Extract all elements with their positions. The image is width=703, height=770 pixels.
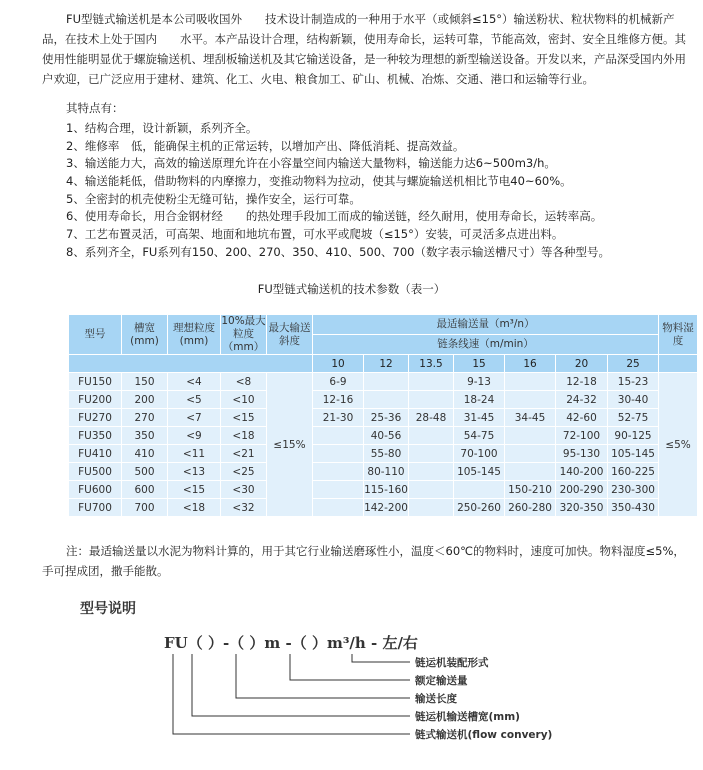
header-model: 型号 — [69, 315, 121, 354]
model-label: 链运机输送槽宽(mm) — [415, 711, 520, 723]
cell-max10: <21 — [221, 445, 266, 462]
cell-width: 500 — [122, 463, 167, 480]
cell-capacity: 150-210 — [505, 481, 555, 498]
model-label: 额定输送量 — [415, 675, 468, 687]
feature-item: 2、维修率 低，能确保主机的正常运转，以增加产出、降低消耗、提高效益。 — [66, 138, 465, 153]
cell-capacity: 350-430 — [608, 499, 658, 516]
table-title: FU型链式输送机的技术参数（表一） — [257, 282, 446, 296]
speed-row-spacer — [659, 355, 697, 372]
feature-item: 1、结构合理，设计新颖，系列齐全。 — [66, 121, 258, 135]
features-heading: 其特点有： — [66, 101, 124, 115]
cell-capacity — [505, 427, 555, 444]
cell-granularity: <11 — [168, 445, 220, 462]
model-label: 链式输送机(flow convery) — [415, 729, 553, 741]
header-max10: 10%最大粒度（mm） — [221, 315, 266, 353]
speed-cell: 12 — [364, 355, 408, 372]
feature-item: 4、输送能耗低，借助物料的内摩擦力，变推动物料为拉动，使其与螺旋输送机相比节电40~60%。 — [66, 174, 572, 189]
table-row — [69, 481, 697, 498]
table-row — [69, 391, 697, 408]
cell-capacity — [505, 463, 555, 480]
cell-capacity: 72-100 — [556, 427, 607, 444]
cell-capacity: 18-24 — [454, 391, 504, 408]
header-capacity: 最适输送量（m³/n） — [313, 315, 658, 334]
header-incline: 最大输送斜度 — [267, 315, 312, 354]
cell-capacity — [409, 499, 453, 516]
cell-model: FU150 — [69, 373, 121, 390]
cell-capacity: 95-130 — [556, 445, 607, 462]
cell-granularity: <4 — [168, 373, 220, 390]
cell-model: FU500 — [69, 463, 121, 480]
header-width: 槽宽(mm) — [122, 315, 167, 354]
cell-capacity — [313, 427, 363, 444]
cell-capacity: 80-110 — [364, 463, 408, 480]
cell-granularity: <9 — [168, 427, 220, 444]
speed-cell: 13.5 — [409, 355, 453, 372]
cell-capacity: 105-145 — [608, 445, 658, 462]
cell-width: 410 — [122, 445, 167, 462]
cell-capacity: 42-60 — [556, 409, 607, 426]
cell-width: 350 — [122, 427, 167, 444]
cell-capacity — [409, 481, 453, 498]
cell-capacity: 250-260 — [454, 499, 504, 516]
feature-item: 7、工艺布置灵活，可高架、地面和地坑布置，可水平或爬坡（≤15°）安装，可灵活多点进出料。 — [66, 227, 564, 242]
cell-capacity: 24-32 — [556, 391, 607, 408]
cell-capacity: 142-200 — [364, 499, 408, 516]
cell-max10: <8 — [221, 373, 266, 390]
cell-capacity — [313, 445, 363, 462]
cell-capacity — [313, 463, 363, 480]
cell-granularity: <18 — [168, 499, 220, 516]
cell-capacity — [313, 499, 363, 516]
cell-capacity — [313, 481, 363, 498]
cell-capacity: 55-80 — [364, 445, 408, 462]
cell-granularity: <7 — [168, 409, 220, 426]
cell-capacity: 12-18 — [556, 373, 607, 390]
cell-max10: <25 — [221, 463, 266, 480]
cell-moisture: ≤5% — [659, 373, 697, 516]
cell-capacity: 9-13 — [454, 373, 504, 390]
cell-capacity — [364, 373, 408, 390]
model-label: 输送长度 — [415, 693, 457, 705]
cell-capacity: 105-145 — [454, 463, 504, 480]
features-list — [66, 120, 610, 262]
cell-capacity: 115-160 — [364, 481, 408, 498]
cell-capacity: 34-45 — [505, 409, 555, 426]
cell-max10: <32 — [221, 499, 266, 516]
cell-capacity: 40-56 — [364, 427, 408, 444]
cell-capacity — [505, 445, 555, 462]
cell-width: 700 — [122, 499, 167, 516]
cell-capacity: 320-350 — [556, 499, 607, 516]
cell-capacity — [409, 391, 453, 408]
cell-max10: <15 — [221, 409, 266, 426]
cell-max10: <30 — [221, 481, 266, 498]
cell-model: FU200 — [69, 391, 121, 408]
table-row — [69, 427, 697, 444]
cell-capacity — [409, 463, 453, 480]
cell-capacity: 31-45 — [454, 409, 504, 426]
speed-cell: 20 — [556, 355, 607, 372]
cell-capacity: 54-75 — [454, 427, 504, 444]
header-chain-speed: 链条线速（m/min） — [313, 335, 658, 354]
cell-width: 200 — [122, 391, 167, 408]
cell-capacity: 260-280 — [505, 499, 555, 516]
cell-capacity: 160-225 — [608, 463, 658, 480]
cell-capacity: 230-300 — [608, 481, 658, 498]
table-row — [69, 409, 697, 426]
model-code-diagram — [0, 618, 703, 770]
cell-capacity: 12-16 — [313, 391, 363, 408]
feature-item: 8、系列齐全，FU系列有150、200、270、350、410、500、700（数字表示输送槽尺寸）等各种型号。 — [66, 244, 610, 259]
cell-capacity: 70-100 — [454, 445, 504, 462]
speed-cell: 16 — [505, 355, 555, 372]
cell-capacity: 52-75 — [608, 409, 658, 426]
cell-capacity — [409, 445, 453, 462]
cell-capacity — [364, 391, 408, 408]
cell-max10: <10 — [221, 391, 266, 408]
feature-item: 5、全密封的机壳使粉尘无缝可钻，操作安全，运行可靠。 — [66, 191, 361, 206]
cell-incline: ≤15% — [267, 373, 312, 516]
model-section-title: 型号说明 — [80, 601, 136, 617]
cell-capacity — [454, 481, 504, 498]
cell-capacity: 28-48 — [409, 409, 453, 426]
cell-capacity — [505, 391, 555, 408]
cell-model: FU350 — [69, 427, 121, 444]
cell-max10: <18 — [221, 427, 266, 444]
table-row — [69, 463, 697, 480]
cell-model: FU600 — [69, 481, 121, 498]
table-row — [69, 499, 697, 516]
cell-capacity: 90-125 — [608, 427, 658, 444]
cell-capacity — [409, 427, 453, 444]
model-code-formula: FU（ ）-（ ）m -（ ）m³/h - 左/右 — [164, 634, 418, 652]
feature-item: 6、使用寿命长，用合金钢材经 的热处理手段加工而成的输送链，经久耐用，使用寿命长，运转率高。 — [66, 209, 603, 224]
cell-capacity: 6-9 — [313, 373, 363, 390]
cell-granularity: <13 — [168, 463, 220, 480]
cell-capacity: 200-290 — [556, 481, 607, 498]
cell-width: 270 — [122, 409, 167, 426]
cell-capacity: 25-36 — [364, 409, 408, 426]
cell-model: FU700 — [69, 499, 121, 516]
cell-granularity: <5 — [168, 391, 220, 408]
intro-paragraph: FU型链式输送机是本公司吸收国外 技术设计制造成的一种用于水平（或倾斜≤15°）输送粉状、粒状物料的机械新产品，在技术上处于国内 水平。本产品设计合理，结构新颖，使用寿命长，运转可靠，节能高效，密封、安全且维修方便。其使用性能明显优于螺旋输送机、埋刮板输送机及其它输送设备，是一种较为理想的新型输送设备。开发以来，产品深受国内外用户欢迎，已广泛应用于建材、建筑、化工、火电、粮食加工、矿山、机械、冶炼、交通、港口和运输等行业。 — [42, 12, 686, 86]
cell-model: FU270 — [69, 409, 121, 426]
cell-width: 600 — [122, 481, 167, 498]
table-row — [69, 445, 697, 462]
model-code-leader-lines — [173, 654, 410, 734]
speed-cell: 10 — [313, 355, 363, 372]
speed-cell: 25 — [608, 355, 658, 372]
cell-capacity — [505, 373, 555, 390]
cell-capacity: 140-200 — [556, 463, 607, 480]
speed-cell: 15 — [454, 355, 504, 372]
cell-model: FU410 — [69, 445, 121, 462]
model-label: 链运机装配形式 — [415, 657, 489, 669]
table-note: 注：最适输送量以水泥为物料计算的，用于其它行业输送磨琢性小，温度＜60℃的物料时，速度可加快。物料湿度≤5%，手可捏成团，撒手能散。 — [42, 544, 685, 578]
feature-item: 3、输送能力大，高效的输送原理允许在小容量空间内输送大量物料，输送能力达6~500m3/h。 — [66, 156, 556, 171]
header-moisture: 物料湿度 — [659, 315, 697, 354]
table-row — [69, 373, 697, 390]
cell-capacity: 15-23 — [608, 373, 658, 390]
header-granularity: 理想粒度(mm) — [168, 315, 220, 354]
cell-capacity: 21-30 — [313, 409, 363, 426]
cell-capacity: 30-40 — [608, 391, 658, 408]
spec-table — [68, 314, 698, 517]
cell-granularity: <15 — [168, 481, 220, 498]
speed-row-spacer — [69, 355, 312, 372]
cell-width: 150 — [122, 373, 167, 390]
cell-capacity — [409, 373, 453, 390]
